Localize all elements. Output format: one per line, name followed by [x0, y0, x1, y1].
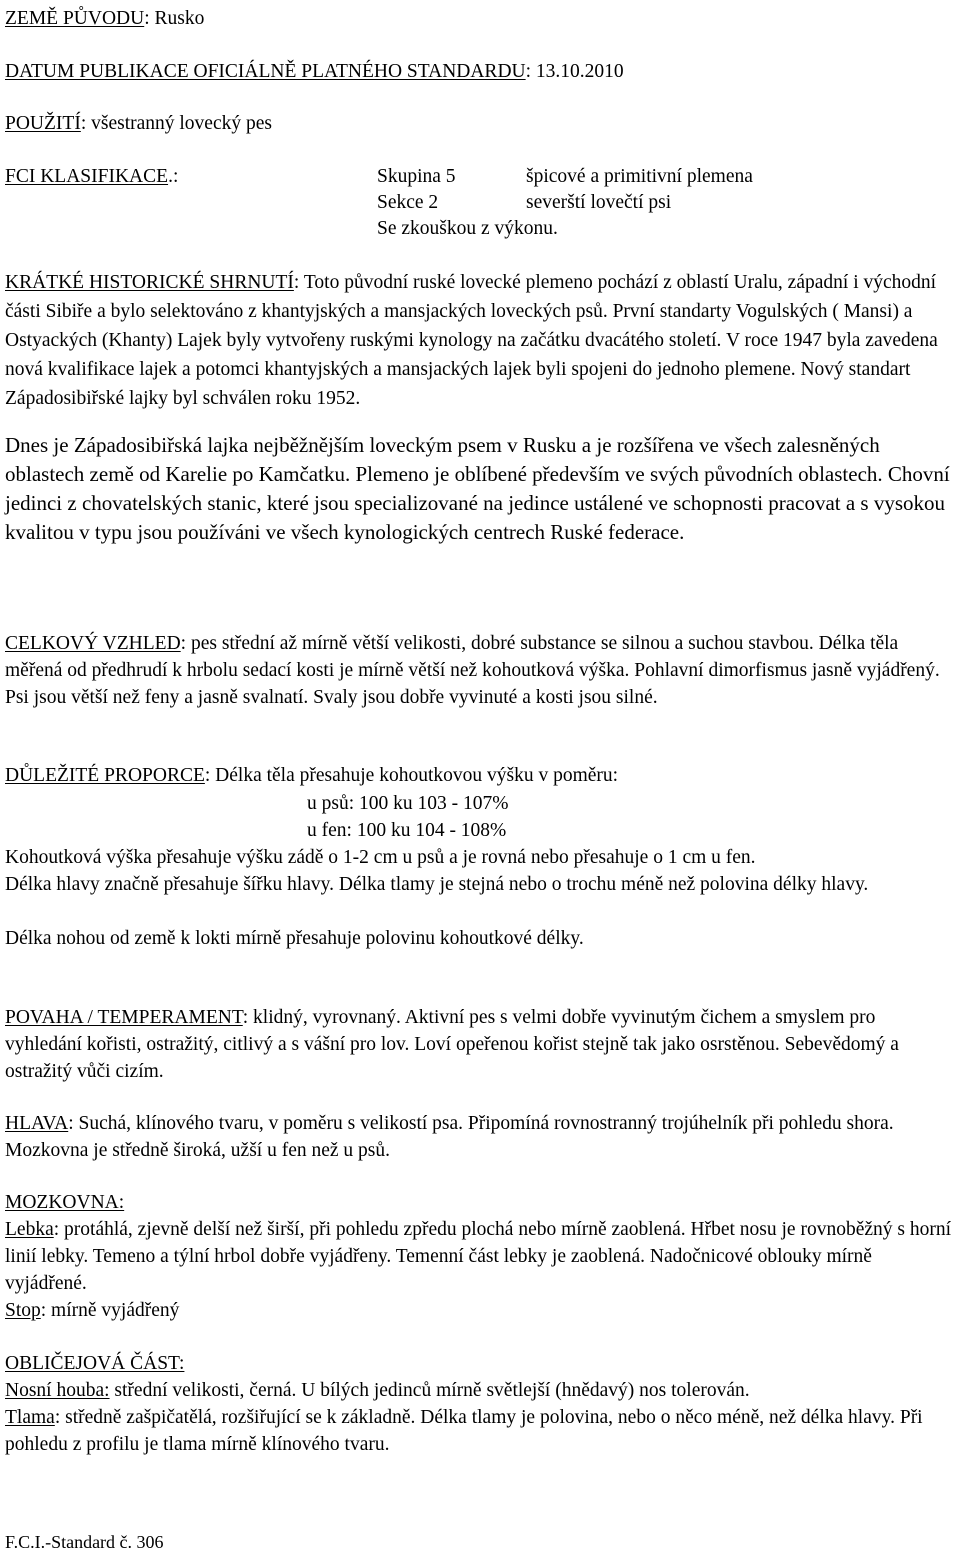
nose-label: Nosní houba:	[5, 1380, 110, 1401]
date-value: : 13.10.2010	[525, 61, 624, 82]
date-label: DATUM PUBLIKACE OFICIÁLNĚ PLATNÉHO STANDARDU	[5, 61, 526, 82]
skull-lebka-text: : protáhlá, zjevně delší než širší, při pohledu zpředu plochá nebo mírně zaoblená. Hřbet nosu je rovnoběžný s horní linií lebky. Temeno a týlní hrbol dobře vyjádřeny. Temenní část lebky je zaoblená. Nadočnicové oblouky mírně vyjádřené.	[5, 1219, 952, 1294]
proportions-label: DŮLEŽITÉ PROPORCE	[5, 765, 205, 786]
skull-lebka-label: Lebka	[5, 1219, 54, 1240]
fci-group: Skupina 5	[377, 166, 456, 187]
skull-paragraph	[5, 1216, 957, 1297]
head-label: HLAVA	[5, 1113, 69, 1134]
fci-group-desc: špicové a primitivní plemena	[526, 166, 753, 187]
stop-text: : mírně vyjádřený	[40, 1300, 180, 1321]
skull-label: MOZKOVNA:	[5, 1192, 125, 1213]
fci-colon: .:	[168, 166, 179, 187]
proportions-text-1: Kohoutková výška přesahuje výšku zádě o 1-2 cm u psů a je rovná nebo přesahuje o 1 cm u fen.	[5, 847, 756, 868]
page-footer: F.C.I.-Standard č. 306	[5, 1532, 164, 1552]
history-paragraph	[5, 268, 957, 413]
head-paragraph	[5, 1110, 957, 1164]
proportions-text-3: Délka nohou od země k lokti mírně přesahuje polovinu kohoutkové délky.	[5, 928, 584, 949]
proportions-line	[5, 766, 618, 786]
proportions-text-2: Délka hlavy značně přesahuje šířku hlavy. Délka tlamy je stejná nebo o trochu méně než polovina délky hlavy.	[5, 874, 869, 895]
fci-section: Sekce 2	[377, 192, 439, 213]
temperament-paragraph	[5, 1004, 957, 1085]
fci-section-desc: severští lovečtí psi	[526, 192, 672, 213]
proportions-intro: : Délka těla přesahuje kohoutkovou výšku v poměru:	[204, 765, 619, 786]
appearance-paragraph	[5, 630, 957, 711]
date-line	[5, 62, 624, 82]
fci-line	[5, 167, 957, 187]
head-text: : Suchá, klínového tvaru, v poměru s velikostí psa. Připomíná rovnostranný trojúhelník při pohledu shora. Mozkovna je středně široká, užší u fen než u psů.	[5, 1113, 894, 1161]
origin-line	[5, 9, 204, 29]
muzzle-text: : středně zašpičatělá, rozšiřující se k základně. Délka tlamy je polovina, nebo o něco méně, než délka hlavy. Při pohledu z profilu je tlama mírně klínového tvaru.	[5, 1407, 923, 1455]
nose-text: střední velikosti, černá. U bílých jedinců mírně světlejší (hnědavý) nos tolerován.	[109, 1380, 750, 1401]
appearance-label: CELKOVÝ VZHLED	[5, 633, 181, 654]
history-text-1: : Toto původní ruské lovecké plemeno pochází z oblastí Uralu, západní i východní části Sibiře a bylo selektováno z khantyjských a mansjackých loveckých psů. První standarty Vogulských ( Mansi) a Ostyackých (Khanty) Lajek byly vytvořeny ruskými kynology na začátku dvacátého století. V roce 1947 byla zavedena nová kvalifikace lajek a potomci khantyjských a mansjackých lajek byli spojeni do jednoho plemene. Nový standart Západosibiřské lajky byl schválen roku 1952.	[5, 272, 938, 409]
origin-label: ZEMĚ PŮVODU	[5, 8, 145, 29]
proportions-females: u fen: 100 ku 104 - 108%	[307, 820, 507, 841]
use-line	[5, 114, 272, 134]
fci-label: FCI KLASIFIKACE	[5, 166, 169, 187]
use-label: POUŽITÍ	[5, 113, 81, 134]
history-label: KRÁTKÉ HISTORICKÉ SHRNUTÍ	[5, 272, 294, 293]
origin-value: : Rusko	[144, 8, 205, 29]
stop-label: Stop	[5, 1300, 41, 1321]
appearance-text: : pes střední až mírně větší velikosti, dobré substance se silnou a suchou stavbou. Délka těla měřená od předhrudí k hrbolu sedací kosti je mírně větší než kohoutková výška. Pohlavní dimorfismus jasně vyjádřený. Psi jsou větší než feny a jasně svalnatí. Svaly jsou dobře vyvinuté a kosti jsou silné.	[5, 633, 940, 708]
history-text-2: Dnes je Západosibiřská lajka nejběžnějším loveckým psem v Rusku a je rozšířena ve všech zalesněných oblastech země od Karelie po Kamčatku. Plemeno je oblíbené především ve svých původních oblastech. Chovní jedinci z chovatelských stanic, které jsou specializované na jedince ustálené ve schopnosti pracovat a s vysokou kvalitou v typu jsou používáni ve všech kynologických centrech Ruské federace.	[5, 433, 950, 544]
skull-heading	[5, 1193, 124, 1213]
face-label: OBLIČEJOVÁ ČÁST:	[5, 1353, 185, 1374]
history-paragraph-2	[5, 431, 957, 547]
temperament-label: POVAHA / TEMPERAMENT	[5, 1007, 243, 1028]
face-heading	[5, 1354, 184, 1374]
muzzle-paragraph	[5, 1404, 957, 1458]
proportions-males: u psů: 100 ku 103 - 107%	[307, 793, 509, 814]
nose-paragraph	[5, 1377, 957, 1404]
temperament-text: : klidný, vyrovnaný. Aktivní pes s velmi dobře vyvinutým čichem a smyslem pro vyhledání kořisti, ostražitý, citlivý a s vášní pro lov. Loví opeřenou kořist stejně tak jako osrstěnou. Sebevědomý a ostražitý vůči cizím.	[5, 1007, 899, 1082]
stop-line	[5, 1301, 179, 1321]
use-value: : všestranný lovecký pes	[80, 113, 272, 134]
fci-trial: Se zkouškou z výkonu.	[377, 218, 558, 239]
muzzle-label: Tlama	[5, 1407, 55, 1428]
